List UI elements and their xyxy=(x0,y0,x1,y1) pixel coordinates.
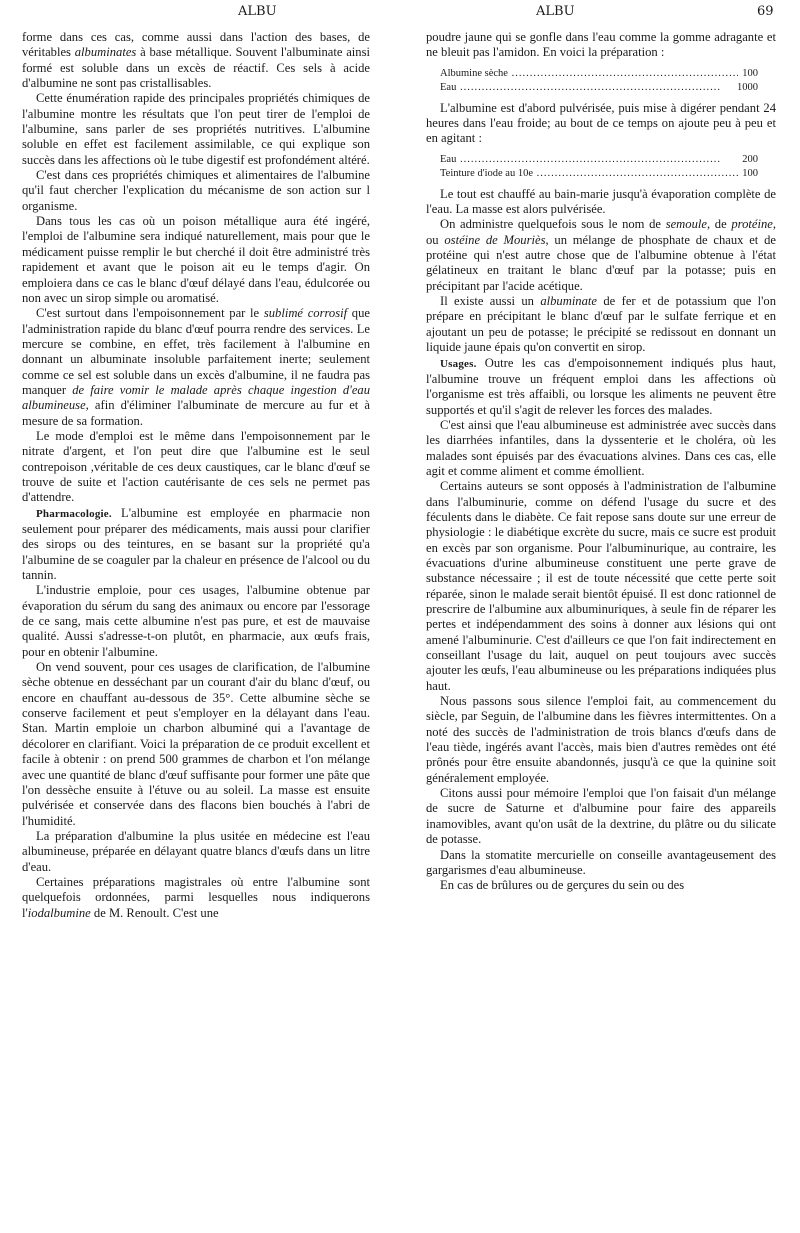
page-number: 69 xyxy=(757,4,774,19)
recipe-row: Albumine sèche ..... 100 xyxy=(426,67,776,81)
paragraph: Certaines préparations magistrales où entre l'albumine sont quelquefois ordonnées, parmi lesquelles nous indiquerons l'iodalbumine de M. Renoult. C'est une xyxy=(22,874,370,920)
paragraph: Il existe aussi un albuminate de fer et de potassium que l'on prépare en précipitant le blanc d'œuf par le sulfate ferrique et en ajoutant un peu de potasse; le précipité se redissout en donnant un liquide jaune épais qu'on convertit en sirop. xyxy=(426,294,777,355)
recipe-row: Eau ..... 200 xyxy=(426,153,776,167)
paragraph: Nous passons sous silence l'emploi fait, au commencement du siècle, par Seguin, de l'albumine dans les fièvres intermittentes. On a noté des succès de l'administration de trois blancs d'œufs dans de l'eau tiède, ingérés avant l'accès, mais bien d'autres remèdes ont été prônés pour être ensuite abandonnés, jusqu'à ce que la quinine soit généralement employée. xyxy=(426,694,776,785)
paragraph: On vend souvent, pour ces usages de clarification, de l'albumine sèche obtenue en desséchant par un courant d'air du blanc d'œuf, ou encore en chauffant au-dessous de 35°. Cette albumine sèche se conserve facilement et peut s'employer en la délayant dans l'eau. Stan. Martin emploie un charbon albuminé qui a l'avantage de décolorer en clarifiant. Voici la préparation de ce produit excellent et facile à obtenir : on prend 500 grammes de charbon et l'on mélange avec une quantité de blanc d'œuf suffisante pour former une pâte que l'on dessèche ensuite à l'étuve ou au soleil. La masse est ensuite pulvérisée et conservée dans des flacons bien bouchés à l'abri de l'humidité. xyxy=(22,660,370,828)
section-lead: Pharmacologie. xyxy=(36,507,112,520)
paragraph: L'albumine est d'abord pulvérisée, puis mise à digérer pendant 24 heures dans l'eau froide; au bout de ce temps on ajoute peu à peu et en agitant : xyxy=(426,100,776,146)
paragraph: Citons aussi pour mémoire l'emploi que l'on faisait d'un mélange de sucre de Saturne et d'albumine pour faire des appareils inamovibles, avant qu'on usât de la dextrine, du plâtre ou du silicate de potasse. xyxy=(426,786,776,847)
paragraph: poudre jaune qui se gonfle dans l'eau comme la gomme adragante et ne bleuit pas l'amidon. En voici la préparation : xyxy=(426,30,776,60)
right-column xyxy=(426,30,776,894)
paragraph: Dans tous les cas où un poison métallique aura été ingéré, l'emploi de l'albumine sera indiqué naturellement, mais pour que le médicament puisse remplir le but cherché il doit être administré très rapidement et avant que le poison ait eu le temps d'agir. On emploiera dans ce cas le blanc d'œuf délayé dans l'eau, édulcorée ou non avec un sirop simple ou aromatisé. xyxy=(22,214,370,305)
running-header xyxy=(0,4,800,26)
paragraph: Dans la stomatite mercurielle on conseille avantageusement des gargarismes d'eau albumineuse. xyxy=(426,847,776,877)
paragraph: Le tout est chauffé au bain-marie jusqu'à évaporation complète de l'eau. La masse est alors pulvérisée. xyxy=(426,186,776,217)
recipe-row: Eau ..... 1000 xyxy=(426,81,776,95)
paragraph: L'industrie emploie, pour ces usages, l'albumine obtenue par évaporation du sérum du sang des animaux ou encore par l'essorage de ce sang, mais cette albumine n'est pas pure, et est de mauvaise qualité. Aussi s'adresse-t-on plutôt, en pharmacie, aux œufs frais, pour en obtenir l'albumine. xyxy=(22,583,370,659)
recipe-row: Teinture d'iode au 10e ..... 100 xyxy=(426,167,776,181)
paragraph: On administre quelquefois sous le nom de semoule, de protéine, ou ostéine de Mouriès, un mélange de phosphate de chaux et de protéine qui n'est autre chose que de l'albumine obtenue à l'état gélatineux en traitant le blanc d'œuf par la potasse; puis en précipitant par l'acide acétique. xyxy=(426,217,777,293)
paragraph: Cette énumération rapide des principales propriétés chimiques de l'albumine montre les résultats que l'on peut tirer de l'emploi de l'albumine, sans parler de ses propriétés nutritives. L'albumine soluble en effet est facilement assimilable, ce qui explique son succès dans les affections où le tube digestif est profondément altéré. xyxy=(22,91,370,167)
paragraph: C'est ainsi que l'eau albumineuse est administrée avec succès dans les diarrhées infantiles, dans la dyssenterie et le choléra, où les malades sont épuisés par des évacuations alvines. Dans ces cas, elle agit et comme aliment et comme émollient. xyxy=(426,417,776,478)
left-column xyxy=(22,30,370,921)
left-running-title: ALBU xyxy=(238,4,277,19)
paragraph: Le mode d'emploi est le même dans l'empoisonnement par le nitrate d'argent, et l'on peut dire que l'albumine est le seul contrepoison ,véritable de ces deux caustiques, car le blanc d'œuf se trouve de suite et l'action cautérisante de ces sels ne permet pas d'attendre. xyxy=(22,428,370,505)
paragraph: Pharmacologie. L'albumine est employée en pharmacie non seulement pour préparer des médicaments, mais aussi pour clarifier des sirops ou des teintures, en se basant sur la propriété qu'a l'albumine de se coaguler par la chaleur en présence de l'alcool ou du tannin. xyxy=(22,505,370,583)
paragraph: Usages. Outre les cas d'empoisonnement indiqués plus haut, l'albumine trouve un fréquent emploi dans les affections où l'organisme est très affaibli, ou lorsque les aliments ne peuvent être supportés et qu'il s'agit de relever les forces des malades. xyxy=(426,355,776,417)
paragraph: C'est surtout dans l'empoisonnement par le sublimé corrosif que l'administration rapide du blanc d'œuf pourra rendre des services. Le mercure se combine, en effet, très facilement à l'albumine en donnant un albuminate insoluble parfaitement inerte; seulement comme ce sel est soluble dans un excès d'albumine, il ne faudra pas manquer de faire vomir le malade après chaque ingestion d'eau albumineuse, afin d'éliminer l'albuminate de mercure au fur et à mesure de sa formation. xyxy=(22,306,370,428)
right-running-title: ALBU xyxy=(536,4,575,19)
paragraph: forme dans ces cas, comme aussi dans l'action des bases, de véritables albuminates à base métallique. Souvent l'albuminate ainsi formé est soluble dans un excès de réactif. Ces sels à acide d'albumine ne sont pas cristallisables. xyxy=(22,30,370,91)
paragraph: C'est dans ces propriétés chimiques et alimentaires de l'albumine qu'il faut chercher l'explication du mécanisme de son action sur l organisme. xyxy=(22,168,370,213)
paragraph: La préparation d'albumine la plus usitée en médecine est l'eau albumineuse, préparée en délayant quatre blancs d'œufs dans un litre d'eau. xyxy=(22,828,370,874)
section-lead: Usages. xyxy=(440,357,477,370)
paragraph: En cas de brûlures ou de gerçures du sein ou des xyxy=(440,878,685,893)
paragraph: Certains auteurs se sont opposés à l'administration de l'albumine dans l'albuminurie, comme on défend l'usage du sucre et des féculents dans le diabète. Ce fait repose sans doute sur une erreur de physiologie : le diabétique excrète du sucre, mais ce sucre est produit en excès par son organisme. Pour l'albuminurique, au contraire, les évacuations d'urine albumineuse constituent une perte grave de substance nécessaire ; il est de toute nécessité que cette perte soit réparée, sinon le malade serait bientôt épuisé. Il est donc rationnel de prescrire de l'albumine aux albuminuriques, à seule fin de réparer les pertes et indépendamment des soins à donner aux lésions qui ont amené l'albuminurie. C'est d'ailleurs ce que l'on fait indirectement en conseillant l'usage du lait, auquel on peut toujours avec succès ajouter les œufs, l'eau albumineuse ou les préparations indiquées plus haut. xyxy=(426,479,776,693)
